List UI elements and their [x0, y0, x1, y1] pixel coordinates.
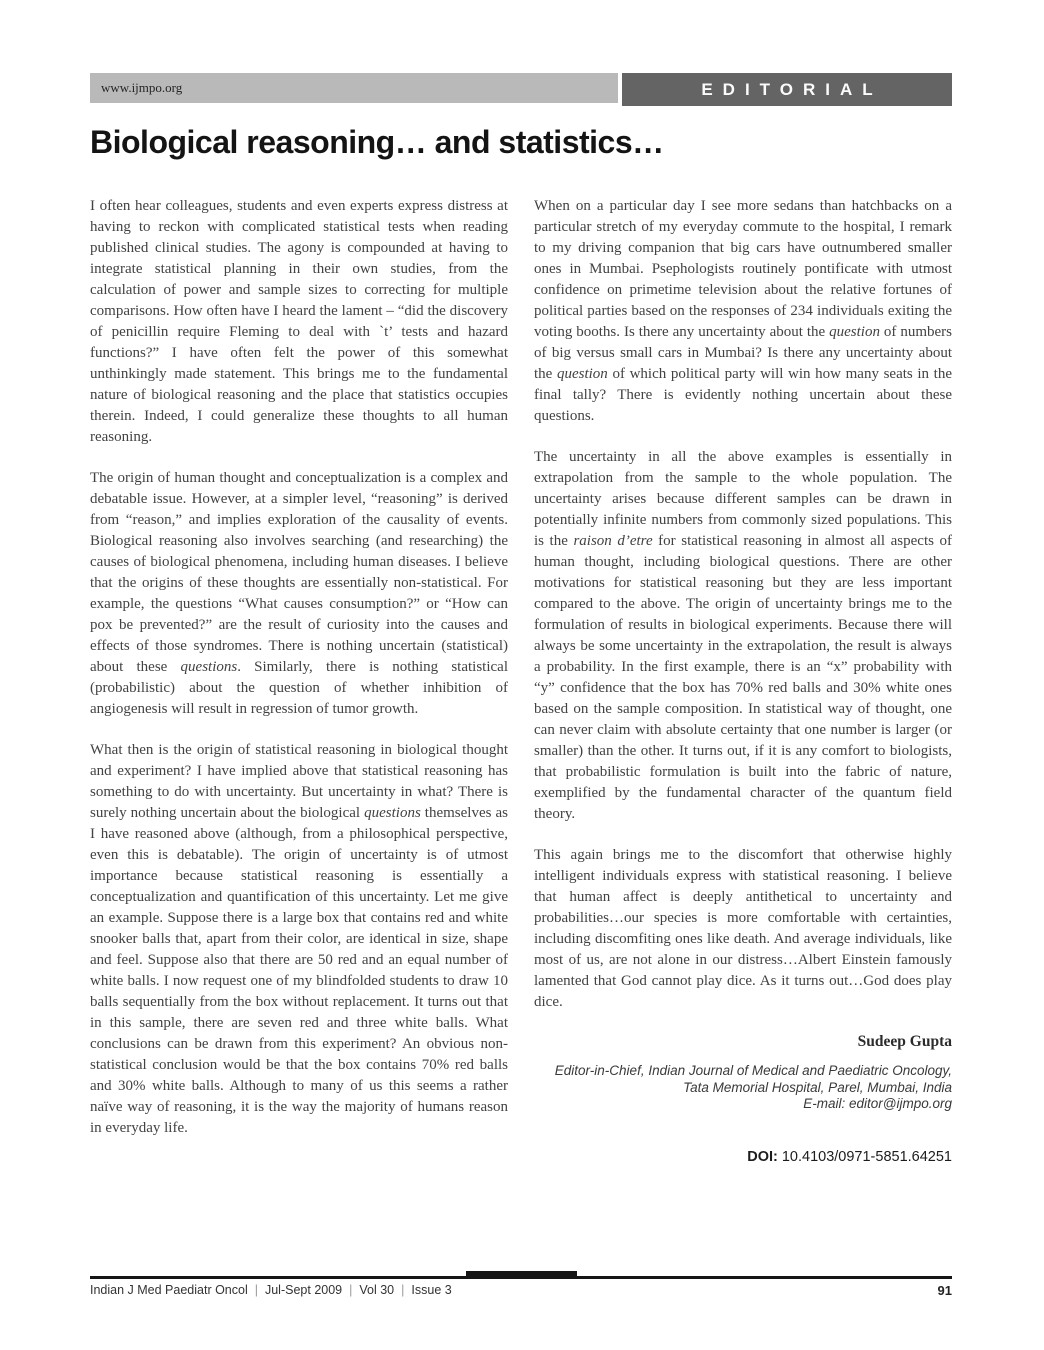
text-run: . Similarly, there is nothing statistical (probabilistic) about the question of whether inhibition of angiogenesis will result in regression of tumor growth.: [90, 659, 508, 717]
journal-citation: [90, 1283, 452, 1297]
right-column: [534, 196, 952, 1165]
text-run: The origin of human thought and conceptualization is a complex and debatable issue. However, at a simpler level, “reasoning” is derived from “reason,” and implies exploration of the causality of events. Biological reasoning also involves searching (and researching) the causes of biological phenomena, including human diseases. I believe that the origins of these thoughts are essentially non-statistical. For example, the questions “What causes consumption?” or “How can pox be prevented?” are the result of curiosity into the causes and effects of those syndromes. There is nothing uncertain (statistical) about these: [90, 470, 508, 675]
footer-segment: Jul-Sept 2009: [264, 1283, 343, 1297]
footer-rule-thick-segment: [466, 1271, 577, 1279]
text-run: This again brings me to the discomfort that otherwise highly intelligent individuals express with statistical reasoning. I believe that human affect is deeply antithetical to uncertainty and probabilities…our species is more comfortable with certainties, including discomfiting ones like death. And average individuals, like most of us, are not alone in our distress…Albert Einstein famously lamented that God cannot play dice. As it turns out…God does play dice.: [534, 847, 952, 1010]
paragraph: [534, 196, 952, 427]
italic-text-run: raison d’etre: [573, 533, 653, 549]
doi-value: 10.4103/0971-5851.64251: [781, 1148, 952, 1165]
site-url-bar: [90, 73, 618, 103]
author-email-line: E-mail: editor@ijmpo.org: [803, 1096, 952, 1111]
footer-segment: Vol 30: [359, 1283, 395, 1297]
paragraph: [534, 845, 952, 1013]
text-run: The uncertainty in all the above examples is essentially in extrapolation from the sample to the whole population. The uncertainty arises because different samples can be drawn in potentially infinite numbers from commonly sized populations. This is the: [534, 449, 952, 549]
italic-text-run: question: [556, 366, 608, 382]
text-run: for statistical reasoning in almost all aspects of human thought, including biological questions. There are other motivations for statistical reasoning but they are less important compared to the above. The origin of uncertainty brings me to the formulation of results in biological experiments. Because there will always be some uncertainty in the extrapolation, the result is always a probability. In the first example, there is an “x” probability with “y” confidence that the box has 70% red balls and 30% white ones based on the sample composition. In statistical way of thought, one can never claim with absolute certainty that one number is larger (or smaller) than the other. It turns out, if it is any comfort to biologists, that probabilistic formulation is built into the fabric of nature, exemplified by the fundamental character of the quantum field theory.: [534, 533, 952, 822]
text-run: of which political party will win how many seats in the final tally? There is evidently nothing uncertain about these questions.: [534, 366, 952, 424]
text-run: I often hear colleagues, students and even experts express distress at having to reckon with complicated statistical tests when reading published clinical studies. The agony is compounded at having to integrate statistical planning in their own studies, from the calculation of power and sample sizes to correcting for multiple comparisons. How often have I heard the lament – “did the discovery of penicillin require Fleming to deal with `t’ tests and hazard functions?” I have often felt the power of this somewhat unthinkingly made statement. This brings me to the fundamental nature of biological reasoning and the place that statistics occupies therein. Indeed, I could generalize these thoughts to all human reasoning.: [90, 198, 508, 445]
left-column: [90, 196, 508, 1165]
section-banner: [622, 73, 952, 106]
section-label: EDITORIAL: [701, 79, 883, 99]
signature-block: [534, 1033, 952, 1113]
footer-separator: |: [349, 1283, 353, 1297]
right-column-paragraphs: [534, 196, 952, 1013]
italic-text-run: question: [829, 324, 880, 340]
text-run: When on a particular day I see more sedans than hatchbacks on a particular stretch of my everyday commute to the hospital, I remark to my driving companion that big cars have outnumbered smaller ones in Mumbai. Psephologists routinely pontificate with utmost confidence on primetime television about the relative fortunes of political parties based on the responses of 234 individuals exiting the voting booths. Is there any uncertainty about the: [534, 198, 952, 340]
author-name: Sudeep Gupta: [857, 1033, 952, 1050]
author-affiliation-line: Tata Memorial Hospital, Parel, Mumbai, India: [683, 1079, 952, 1095]
footer-segment: Indian J Med Paediatr Oncol: [90, 1283, 248, 1297]
paragraph: [90, 196, 508, 448]
article-title: Biological reasoning… and statistics…: [90, 124, 664, 160]
page-footer: [90, 1283, 952, 1298]
page-header: [90, 73, 952, 107]
site-url: www.ijmpo.org: [101, 80, 183, 95]
paragraph: [90, 740, 508, 1139]
text-run: themselves as I have reasoned above (although, from a philosophical perspective, even this is debatable). The origin of uncertainty is of utmost importance because statistical reasoning is essentially a conceptualization and quantification of this uncertainty. Let me give an example. Suppose there is a large box that contains red and white snooker balls that, apart from their color, are identical in size, shape and feel. Suppose also that there are 50 red and an equal number of white balls. I now request one of my blindfolded students to draw 10 balls sequentially from the box without replacement. It turns out that in this sample, there are seven red and three white balls. What conclusions can be drawn from this experiment? An obvious non-statistical conclusion would be that the box contains 70% red balls and 30% white balls. Although to many of us this seems a rather naïve way of reasoning, it is the way the majority of humans reason in everyday life.: [90, 805, 508, 1136]
footer-separator: |: [254, 1283, 258, 1297]
doi-line: [534, 1149, 952, 1165]
italic-text-run: questions: [180, 659, 238, 675]
article-body: [90, 196, 952, 1165]
footer-separator: |: [401, 1283, 405, 1297]
text-run: What then is the origin of statistical reasoning in biological thought and experiment? I have implied above that statistical reasoning has something to do with uncertainty. But uncertainty in what? There is surely nothing uncertain about the biological: [90, 742, 508, 821]
author-affiliation-line: Editor-in-Chief, Indian Journal of Medical and Paediatric Oncology,: [554, 1063, 952, 1078]
paragraph: [534, 447, 952, 825]
italic-text-run: questions: [364, 805, 421, 821]
page-number: 91: [937, 1283, 952, 1298]
footer-segment: Issue 3: [411, 1283, 452, 1297]
footer-rule: [90, 1276, 952, 1279]
text-run: of numbers of big versus small cars in Mumbai? Is there any uncertainty about the: [534, 324, 952, 382]
paragraph: [90, 468, 508, 720]
doi-label: DOI:: [747, 1148, 778, 1165]
